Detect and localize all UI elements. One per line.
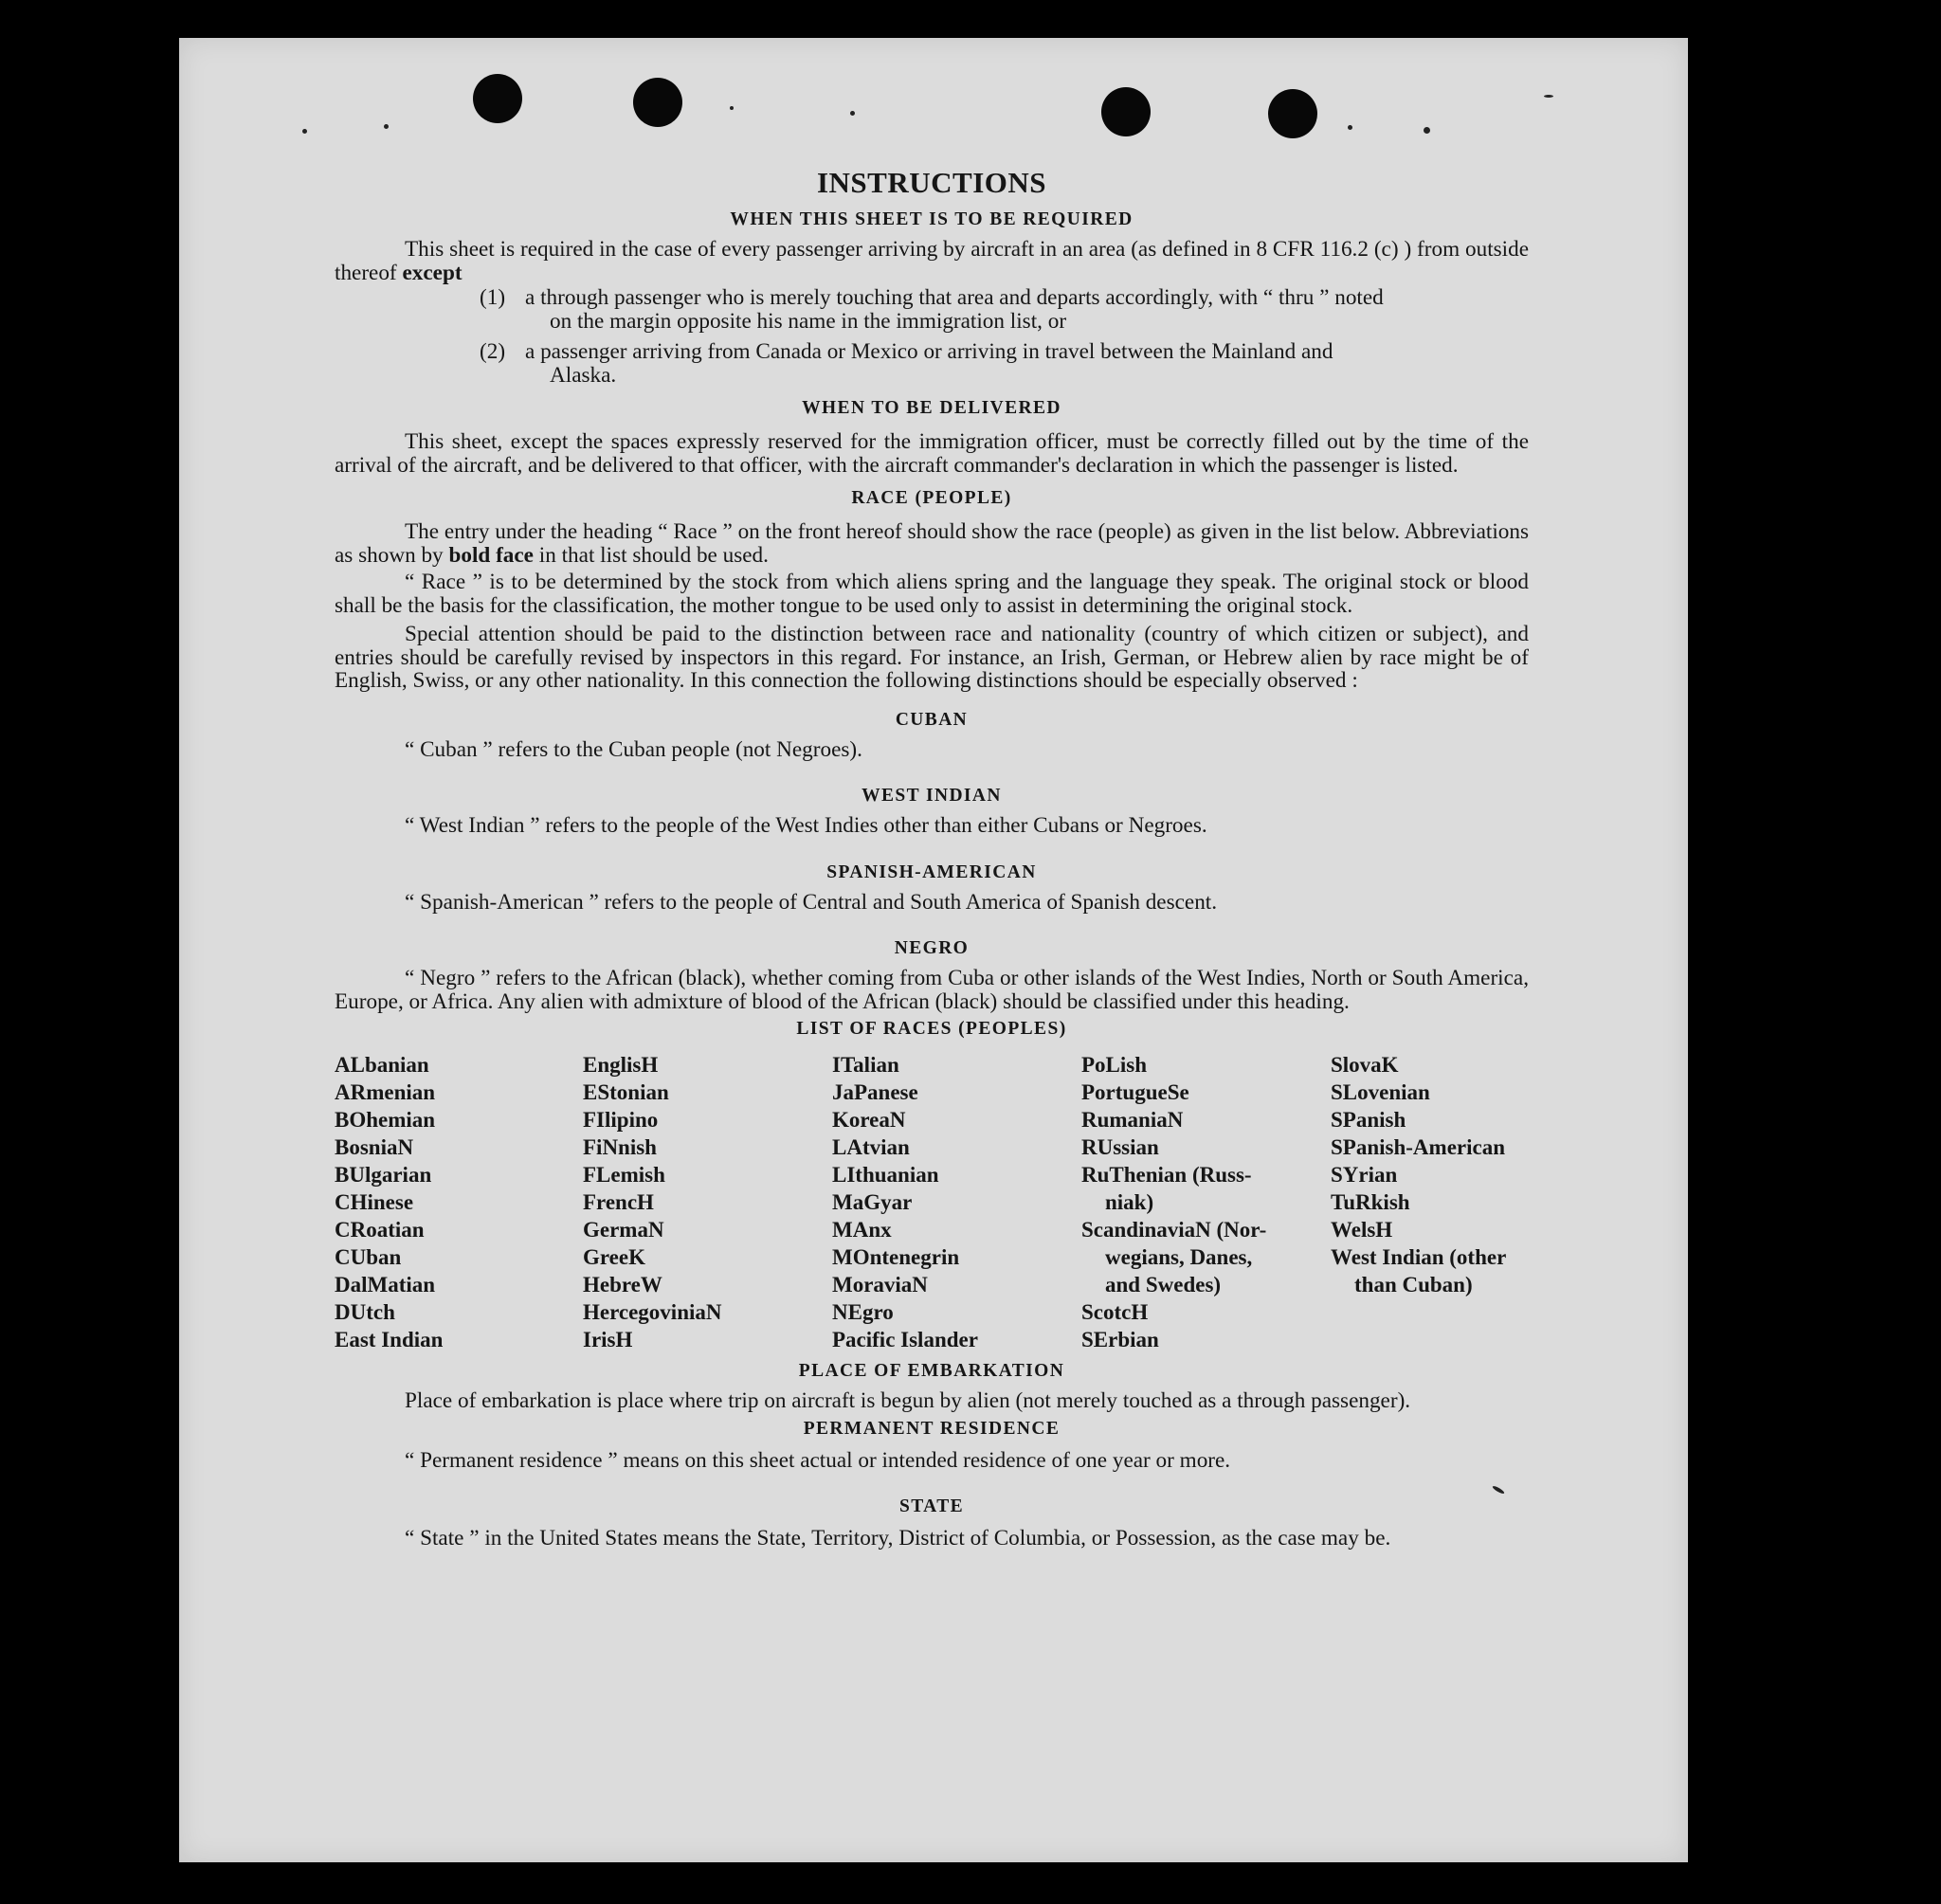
race-entry: MAnx <box>832 1218 892 1242</box>
race-entry: ScandinaviaN (Nor- <box>1081 1218 1267 1242</box>
speck <box>302 129 307 134</box>
race-entry: BUlgarian <box>335 1163 432 1187</box>
punch-hole <box>633 78 682 127</box>
race-entry: ScotcH <box>1081 1300 1149 1324</box>
race-entry: PoLish <box>1081 1053 1148 1077</box>
race-entry: GermaN <box>583 1218 664 1242</box>
spanish-american-text: “ Spanish-American ” refers to the people of Central and South America of Spanish descent. <box>405 889 1218 915</box>
race-entry: ARmenian <box>335 1080 436 1104</box>
exception-item-2-number: (2) <box>480 339 506 364</box>
race-entry: FrencH <box>583 1190 654 1214</box>
embarkation-text: Place of embarkation is place where trip on aircraft is begun by alien (not merely touched as a through passenger). <box>405 1388 1411 1413</box>
races-column-1 <box>335 1051 583 1353</box>
race-entry: SLovenian <box>1331 1080 1430 1104</box>
section-heading-required: WHEN THIS SHEET IS TO BE REQUIRED <box>730 209 1134 229</box>
race-entry: RuThenian (Russ- <box>1081 1163 1252 1187</box>
race-entry: HebreW <box>583 1273 662 1297</box>
required-intro-bold: except <box>402 260 463 285</box>
residence-text: “ Permanent residence ” means on this sheet actual or intended residence of one year or more. <box>405 1447 1231 1473</box>
races-column-2 <box>583 1051 832 1353</box>
race-entry: SPanish-American <box>1331 1135 1505 1159</box>
races-column-4 <box>1081 1051 1331 1353</box>
race-entry: JaPanese <box>832 1080 918 1104</box>
race-entry: SYrian <box>1331 1163 1398 1187</box>
race-entry: LIthuanian <box>832 1163 939 1187</box>
race-entry: MaGyar <box>832 1190 913 1214</box>
section-heading-list-of-races: LIST OF RACES (PEOPLES) <box>796 1019 1067 1039</box>
race-entry: DalMatian <box>335 1273 436 1297</box>
race-entry: TuRkish <box>1331 1190 1410 1214</box>
section-heading-cuban: CUBAN <box>895 709 969 730</box>
race-paragraph-1 <box>335 520 1529 567</box>
section-heading-west-indian: WEST INDIAN <box>862 786 1002 806</box>
race-entry: BOhemian <box>335 1108 436 1132</box>
race-paragraph-1-end: in that list should be used. <box>538 542 769 568</box>
race-entry: MoraviaN <box>832 1273 928 1297</box>
race-paragraph-2: “ Race ” is to be determined by the stock from which aliens spring and the language they speak. The original stock or blood shall be the basis for the classification, the mother tongue to be used only to assist in determining the original stock. <box>335 570 1529 618</box>
section-heading-race: RACE (PEOPLE) <box>851 488 1012 508</box>
race-entry: ALbanian <box>335 1053 429 1077</box>
race-entry: NEgro <box>832 1300 894 1324</box>
required-intro <box>335 238 1529 284</box>
race-paragraph-1-text: The entry under the heading “ Race ” on the front hereof should show the race (people) as given in the list below. Abbreviations as shown by <box>335 519 1529 568</box>
race-entry: MOntenegrin <box>832 1245 960 1269</box>
race-entry: SlovaK <box>1331 1053 1399 1077</box>
race-entry: PortugueSe <box>1081 1080 1189 1104</box>
exception-item-1-text: a through passenger who is merely touching that area and departs accordingly, with “ thru ” noted <box>525 285 1384 310</box>
race-entry: CUban <box>335 1245 402 1269</box>
race-entry: GreeK <box>583 1245 645 1269</box>
section-heading-delivered: WHEN TO BE DELIVERED <box>802 398 1061 418</box>
race-entry: CHinese <box>335 1190 414 1214</box>
punch-hole <box>1268 89 1317 138</box>
exception-item-2 <box>480 340 1529 387</box>
race-entry-continued: than Cuban) <box>1354 1273 1473 1297</box>
race-entry: Pacific Islander <box>832 1328 978 1351</box>
race-entry: RUssian <box>1081 1135 1159 1159</box>
punch-hole <box>1101 87 1151 136</box>
exception-item-2-continued: Alaska. <box>550 362 617 388</box>
speck <box>1348 125 1352 130</box>
negro-text: “ Negro ” refers to the African (black), whether coming from Cuba or other islands of the West Indies, North or South America, Europe, or Africa. Any alien with admixture of blood of the African (black) should be classified under this heading. <box>335 966 1529 1014</box>
instructions-content <box>335 166 1529 1550</box>
race-entry-continued: and Swedes) <box>1105 1273 1222 1297</box>
races-list <box>335 1051 1529 1353</box>
speck <box>384 124 389 129</box>
race-entry: SErbian <box>1081 1328 1159 1351</box>
race-entry: WelsH <box>1331 1218 1393 1242</box>
race-entry: CRoatian <box>335 1218 425 1242</box>
race-entry: RumaniaN <box>1081 1108 1184 1132</box>
race-entry: FIlipino <box>583 1108 659 1132</box>
races-column-5 <box>1331 1051 1529 1353</box>
speck <box>850 111 855 116</box>
document-page <box>179 38 1688 1862</box>
race-entry: SPanish <box>1331 1108 1406 1132</box>
race-entry: FLemish <box>583 1163 665 1187</box>
race-entry: EStonian <box>583 1080 669 1104</box>
race-entry: DUtch <box>335 1300 395 1324</box>
race-entry: HercegoviniaN <box>583 1300 722 1324</box>
section-heading-residence: PERMANENT RESIDENCE <box>803 1418 1061 1439</box>
west-indian-text: “ West Indian ” refers to the people of the West Indies other than either Cubans or Negroes. <box>405 813 1207 838</box>
race-entry: East Indian <box>335 1328 444 1351</box>
race-paragraph-1-bold: bold face <box>448 542 534 568</box>
race-entry: FiNnish <box>583 1135 657 1159</box>
section-heading-spanish-american: SPANISH-AMERICAN <box>826 861 1037 882</box>
exception-item-1-continued: on the margin opposite his name in the immigration list, or <box>550 308 1067 334</box>
speck <box>1544 95 1553 98</box>
exception-item-1-number: (1) <box>480 285 506 310</box>
section-heading-negro: NEGRO <box>894 938 970 958</box>
exception-item-2-text: a passenger arriving from Canada or Mexico or arriving in travel between the Mainland and <box>525 339 1333 364</box>
speck <box>1424 127 1430 134</box>
race-entry: EnglisH <box>583 1053 659 1077</box>
race-entry: West Indian (other <box>1331 1245 1507 1269</box>
cuban-text: “ Cuban ” refers to the Cuban people (not Negroes). <box>405 736 862 762</box>
race-entry: IrisH <box>583 1328 633 1351</box>
punch-hole <box>473 74 522 123</box>
state-text: “ State ” in the United States means the State, Territory, District of Columbia, or Possession, as the case may be. <box>405 1526 1391 1550</box>
required-intro-text: This sheet is required in the case of every passenger arriving by aircraft in an area (as defined in 8 CFR 116.2 (c) ) from outside thereof <box>335 237 1529 285</box>
race-entry-continued: wegians, Danes, <box>1105 1245 1253 1269</box>
delivered-text: This sheet, except the spaces expressly reserved for the immigration officer, must be correctly filled out by the time of the arrival of the aircraft, and be delivered to that officer, with the aircraft commander's declaration in which the passenger is listed. <box>335 429 1529 478</box>
speck <box>730 106 734 110</box>
page-title: INSTRUCTIONS <box>816 166 1046 199</box>
race-entry: LAtvian <box>832 1135 910 1159</box>
exception-item-1 <box>480 286 1529 333</box>
race-entry: ITalian <box>832 1053 899 1077</box>
race-entry: BosniaN <box>335 1135 414 1159</box>
race-entry: KoreaN <box>832 1108 906 1132</box>
section-heading-embarkation: PLACE OF EMBARKATION <box>798 1361 1065 1381</box>
race-entry-continued: niak) <box>1105 1190 1154 1214</box>
races-column-3 <box>832 1051 1081 1353</box>
race-paragraph-3: Special attention should be paid to the distinction between race and nationality (country of which citizen or subject), and entries should be carefully revised by inspectors in this regard. For instance, an Irish, German, or Hebrew alien by race might be of English, Swiss, or any other nationality. In this connection the following distinctions should be especially observed : <box>335 622 1529 693</box>
section-heading-state: STATE <box>898 1496 965 1516</box>
